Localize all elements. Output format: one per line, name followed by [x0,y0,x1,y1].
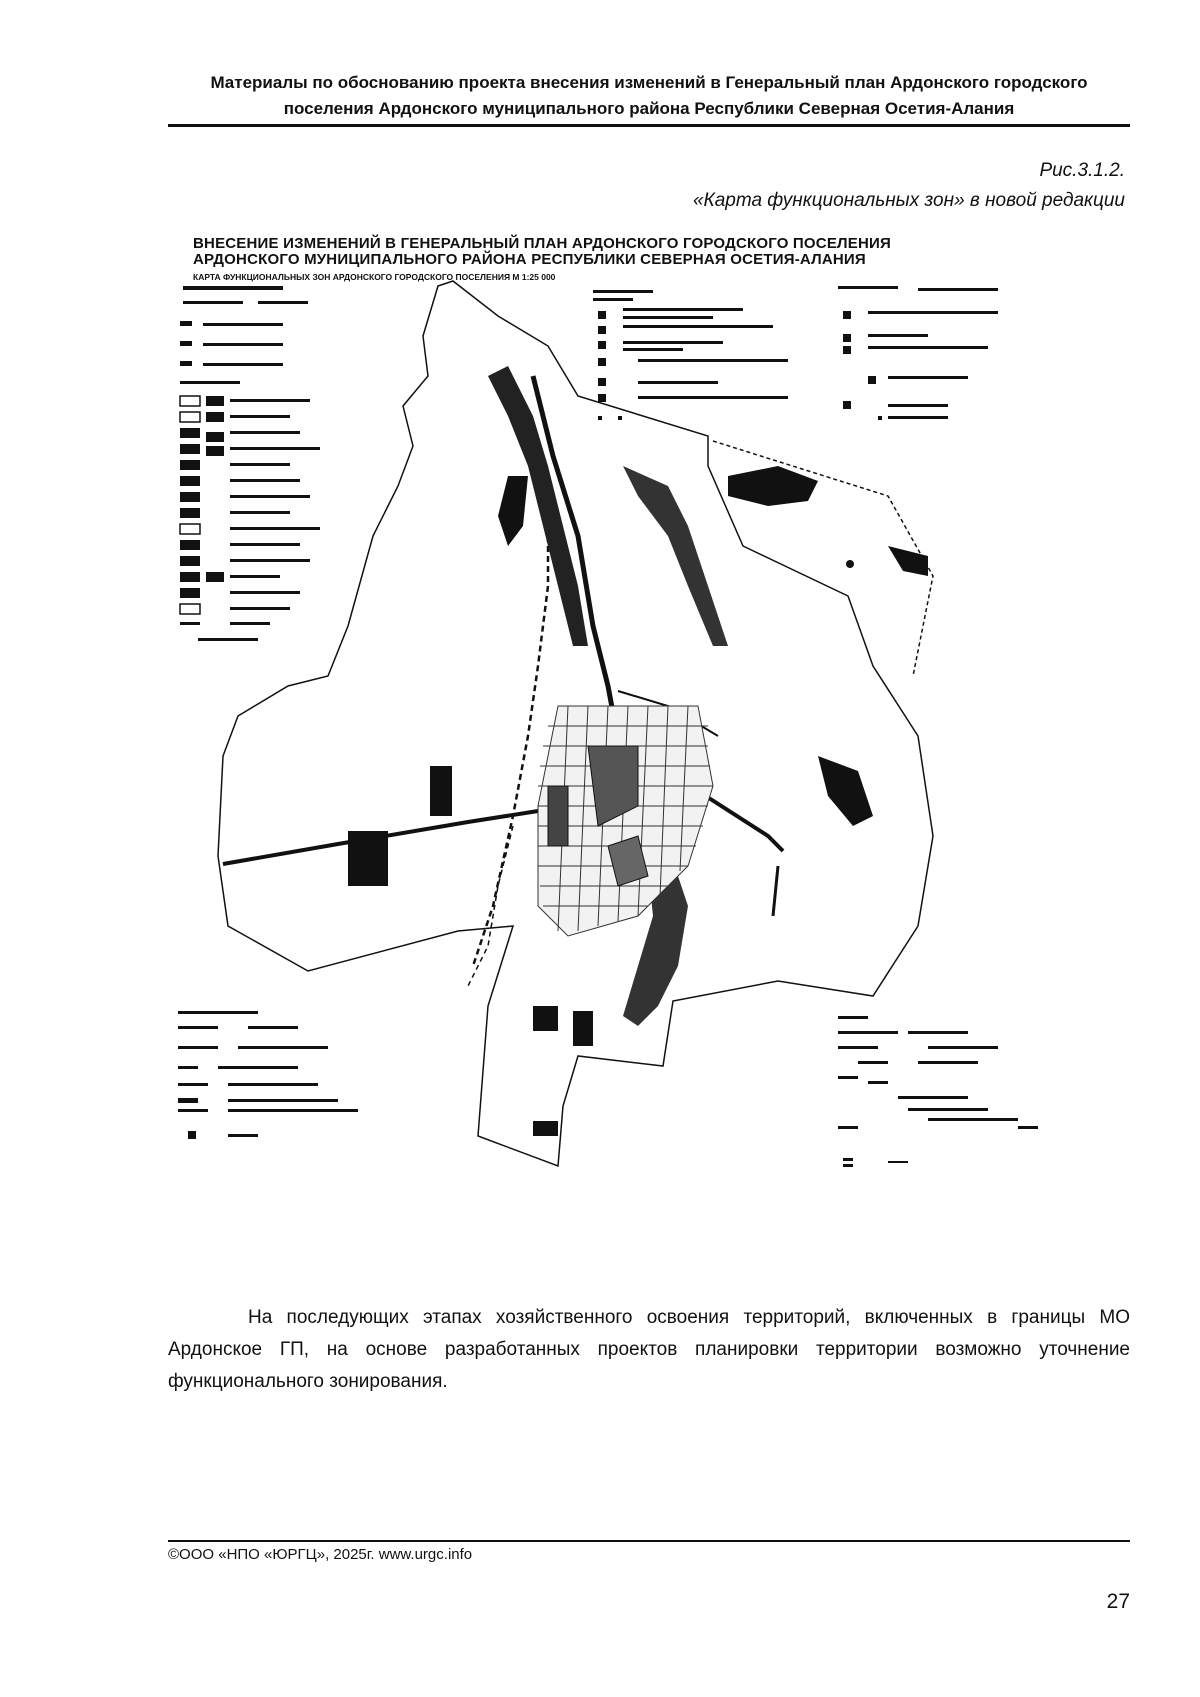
forest-zone-west [498,476,528,546]
map-drawing [168,226,1130,1276]
map-legend-bottom-right [838,1016,1038,1167]
map-legend-top-right [838,286,998,420]
footer-divider [168,1540,1130,1542]
marker-east [846,560,854,568]
zone-block-east [728,466,818,506]
map-legend-top-middle [593,290,788,420]
railway-line [473,506,548,966]
zone-block-east-2 [888,546,928,576]
main-road-east [698,791,783,851]
zone-block-south-2 [573,1011,593,1046]
body-paragraph-text: На последующих этапах хозяйственного освоения территорий, включенных в границы МО Ардонское ГП, на основе разработанных проектов планировки территории возможно уточнение функционального зонирования. [168,1307,1130,1392]
zone-block-south-3 [533,1121,558,1136]
zone-block-southeast [818,756,873,826]
map-legend-left [180,286,320,641]
town-grid [538,706,713,936]
industrial-zone-west [348,831,388,886]
zone-block-west-2 [430,766,452,816]
page-number: 27 [1106,1590,1130,1613]
river-zone-east [623,466,728,646]
header-divider [168,124,1130,127]
zone-block-south-1 [533,1006,558,1031]
functional-zones-map [168,226,1130,1276]
map-legend-bottom-left [178,1011,358,1139]
header-line-2: поселения Ардонского муниципального района Республики Северная Осетия-Алания [283,99,1015,118]
footer-copyright: ©ООО «НПО «ЮРГЦ», 2025г. www.urgc.info [168,1546,473,1563]
map-title-line-2: АРДОНСКОГО МУНИЦИПАЛЬНОГО РАЙОНА РЕСПУБЛИКИ СЕВЕРНАЯ ОСЕТИЯ-АЛАНИЯ [193,251,866,268]
road-south-east [773,866,778,916]
page-header [168,70,1130,122]
map-title-line-1: ВНЕСЕНИЕ ИЗМЕНЕНИЙ В ГЕНЕРАЛЬНЫЙ ПЛАН АРДОНСКОГО ГОРОДСКОГО ПОСЕЛЕНИЯ [193,235,891,252]
figure-caption [425,156,1125,216]
figure-number: Рис.3.1.2. [1039,160,1125,181]
header-line-1: Материалы по обоснованию проекта внесения изменений в Генеральный план Ардонского городского [210,73,1088,92]
map-subtitle: КАРТА ФУНКЦИОНАЛЬНЫХ ЗОН АРДОНСКОГО ГОРОДСКОГО ПОСЕЛЕНИЯ М 1:25 000 [193,272,556,282]
figure-title: «Карта функциональных зон» в новой редакции [692,190,1125,211]
body-paragraph [168,1302,1130,1398]
